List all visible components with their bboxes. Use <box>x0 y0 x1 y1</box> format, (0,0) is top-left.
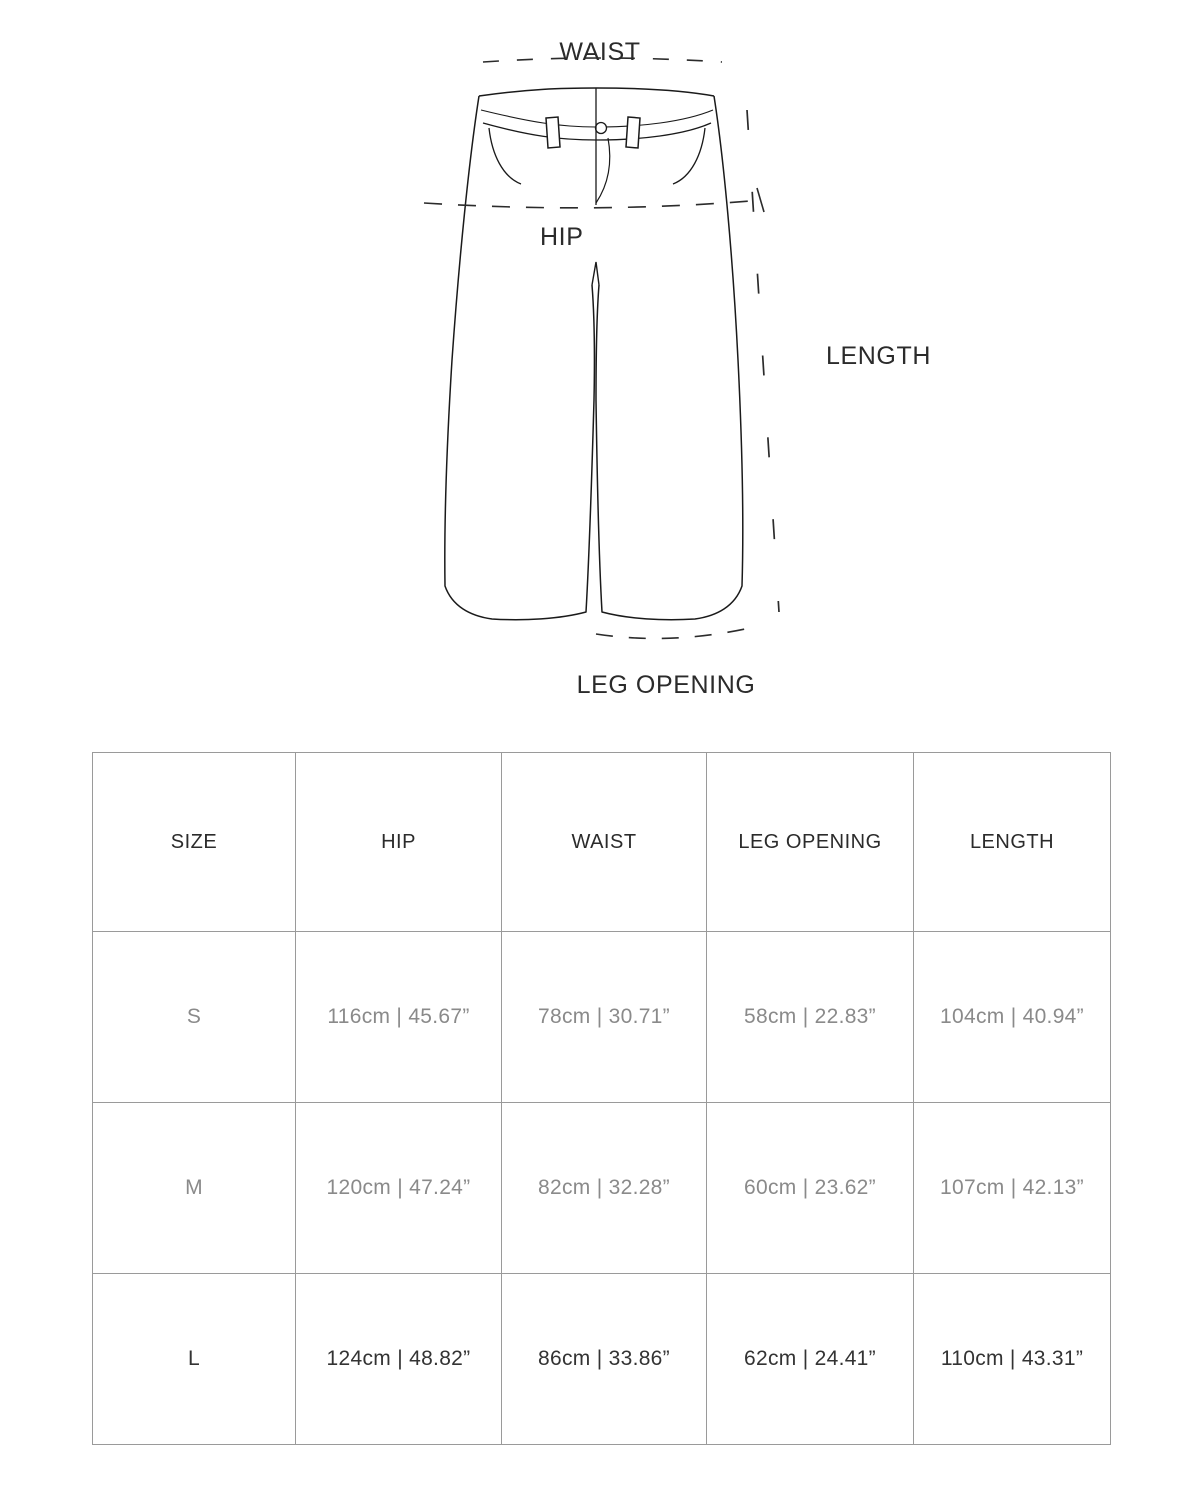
cell-size-l: L <box>93 1274 296 1445</box>
pants-left-leg <box>445 96 595 620</box>
cell-leg-opening-s: 58cm | 22.83” <box>707 932 914 1103</box>
cell-leg-opening-m: 60cm | 23.62” <box>707 1103 914 1274</box>
cell-waist-m: 82cm | 32.28” <box>502 1103 707 1274</box>
pants-technical-sketch <box>0 0 1200 740</box>
length-measure-line <box>747 110 779 612</box>
diagram-label-leg-opening: LEG OPENING <box>576 671 756 699</box>
table-header-row <box>93 753 1111 932</box>
column-header-size: SIZE <box>93 753 296 932</box>
diagram-label-waist: WAIST <box>559 38 641 66</box>
pants-diagram <box>0 0 1200 740</box>
column-header-leg-opening: LEG OPENING <box>707 753 914 932</box>
cell-hip-l: 124cm | 48.82” <box>296 1274 502 1445</box>
cell-length-s: 104cm | 40.94” <box>914 932 1111 1103</box>
table-row <box>93 932 1111 1103</box>
cell-size-m: M <box>93 1103 296 1274</box>
pants-crotch-notch <box>592 262 599 285</box>
cell-length-m: 107cm | 42.13” <box>914 1103 1111 1274</box>
waist-button-icon <box>596 123 607 134</box>
cell-waist-l: 86cm | 33.86” <box>502 1274 707 1445</box>
belt-loop-left <box>546 117 560 148</box>
diagram-label-length: LENGTH <box>826 342 932 370</box>
table-row <box>93 1274 1111 1445</box>
pants-right-leg <box>596 96 743 620</box>
size-chart-table <box>92 752 1111 1445</box>
belt-loop-right <box>626 117 640 148</box>
cell-leg-opening-l: 62cm | 24.41” <box>707 1274 914 1445</box>
diagram-label-hip: HIP <box>540 223 584 251</box>
cell-size-s: S <box>93 932 296 1103</box>
cell-length-l: 110cm | 43.31” <box>914 1274 1111 1445</box>
fly-seam-curve <box>596 138 610 203</box>
column-header-waist: WAIST <box>502 753 707 932</box>
cell-waist-s: 78cm | 30.71” <box>502 932 707 1103</box>
cell-hip-m: 120cm | 47.24” <box>296 1103 502 1274</box>
table-row <box>93 1103 1111 1274</box>
column-header-hip: HIP <box>296 753 502 932</box>
cell-hip-s: 116cm | 45.67” <box>296 932 502 1103</box>
hip-measure-end-tick <box>757 188 764 212</box>
leg-opening-measure-line <box>596 629 745 638</box>
column-header-length: LENGTH <box>914 753 1111 932</box>
size-chart-table-container <box>92 752 1110 1445</box>
